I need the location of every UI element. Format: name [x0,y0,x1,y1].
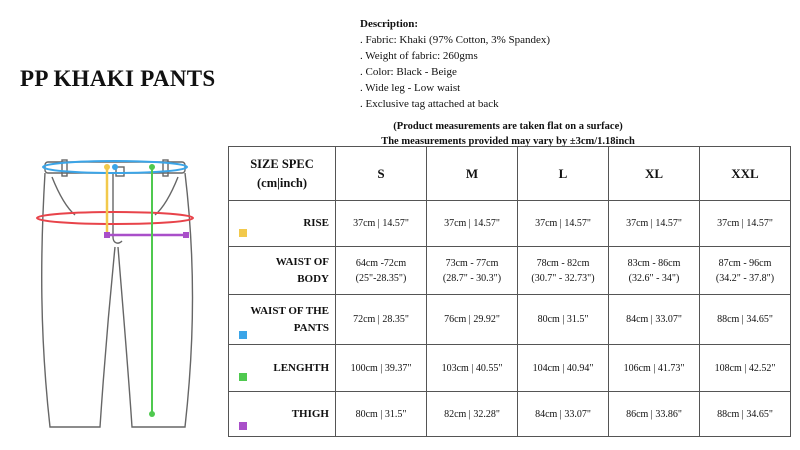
row-label-text: THIGH [291,407,329,420]
table-cell: 37cm | 14.57" [700,201,791,247]
table-cell: 37cm | 14.57" [518,201,609,247]
rise-color-swatch [239,229,247,237]
size-header: S [336,147,427,201]
waist-of-pants-dot [112,164,118,170]
row-label-rise [229,201,336,247]
row-label-text: WAIST OF THE [250,304,329,317]
fly-line [113,173,122,243]
table-row [229,247,791,295]
row-label-length [229,345,336,392]
table-cell: 76cm | 29.92" [427,295,518,345]
description-heading: Description: [360,18,419,30]
row-label-text: RISE [303,217,329,229]
table-cell: 88cm | 34.65" [700,392,791,437]
table-cell: 80cm | 31.5" [518,295,609,345]
cell-cm: 73cm - 77cm [445,257,499,269]
cell-cm: 83cm - 86cm [627,257,681,269]
right-pocket-line [155,177,178,215]
waist-of-pants-color-swatch [239,331,247,339]
table-cell: 103cm | 40.55" [427,345,518,392]
size-header: M [427,147,518,201]
cell-inch: (34.2" - 37.8") [715,272,775,284]
table-cell [336,247,427,295]
table-cell: 104cm | 40.94" [518,345,609,392]
table-cell: 82cm | 32.28" [427,392,518,437]
table-cell: 80cm | 31.5" [336,392,427,437]
table-row [229,392,791,437]
table-cell [609,247,700,295]
table-row [229,295,791,345]
left-pocket-line [52,177,75,215]
length-dot-top [149,164,155,170]
row-label-text: WAIST OF [275,255,329,268]
length-dot-bottom [149,411,155,417]
table-cell [427,247,518,295]
cell-inch: (28.7" - 30.3") [442,272,502,284]
row-label-text: PANTS [293,321,329,334]
table-cell: 106cm | 41.73" [609,345,700,392]
measurement-note-flat: (Product measurements are taken flat on a surface) [393,121,623,132]
thigh-end [183,232,189,238]
cell-cm: 87cm - 96cm [718,257,772,269]
table-cell: 84cm | 33.07" [609,295,700,345]
table-row [229,201,791,247]
size-spec-table [228,146,791,437]
measurement-note-variance: The measurements provided may vary by ±3cm/1.18inch [381,136,635,147]
cell-inch: (32.6" - 34") [628,272,680,284]
table-cell: 37cm | 14.57" [336,201,427,247]
rise-dot-top [104,164,110,170]
description-line: . Fabric: Khaki (97% Cotton, 3% Spandex) [360,34,551,46]
cell-cm: 78cm - 82cm [536,257,590,269]
row-label-thigh [229,392,336,437]
description-line: . Weight of fabric: 260gms [360,50,478,62]
waist-of-body-marker [37,212,193,224]
pants-measurement-diagram [0,137,228,450]
size-spec-unit: (cm|inch) [257,175,307,190]
size-header: L [518,147,609,201]
table-cell: 84cm | 33.07" [518,392,609,437]
table-cell: 100cm | 39.37" [336,345,427,392]
table-cell: 108cm | 42.52" [700,345,791,392]
size-spec-label: SIZE SPEC [250,156,314,171]
thigh-end [104,232,110,238]
cell-inch: (30.7" - 32.73") [531,272,595,284]
thigh-color-swatch [239,422,247,430]
description-line: . Exclusive tag attached at back [360,98,499,110]
product-title: PP KHAKI PANTS [20,66,216,91]
row-label-text: BODY [297,272,329,285]
table-cell [518,247,609,295]
description-block [360,16,550,112]
size-spec-header [229,147,336,201]
length-color-swatch [239,373,247,381]
size-header: XL [609,147,700,201]
row-label-text: LENGHTH [273,361,329,374]
table-cell: 37cm | 14.57" [609,201,700,247]
description-line: . Wide leg - Low waist [360,82,461,94]
size-header: XXL [700,147,791,201]
measurement-notes [228,119,788,149]
row-label-waist-of-body [229,247,336,295]
table-header-row [229,147,791,201]
description-line: . Color: Black - Beige [360,66,457,78]
table-cell: 88cm | 34.65" [700,295,791,345]
table-cell: 37cm | 14.57" [427,201,518,247]
cell-inch: (25"-28.35") [355,272,407,284]
row-label-waist-of-pants [229,295,336,345]
table-cell [700,247,791,295]
table-cell: 86cm | 33.86" [609,392,700,437]
table-cell: 72cm | 28.35" [336,295,427,345]
cell-cm: 64cm -72cm [355,257,407,269]
table-row [229,345,791,392]
